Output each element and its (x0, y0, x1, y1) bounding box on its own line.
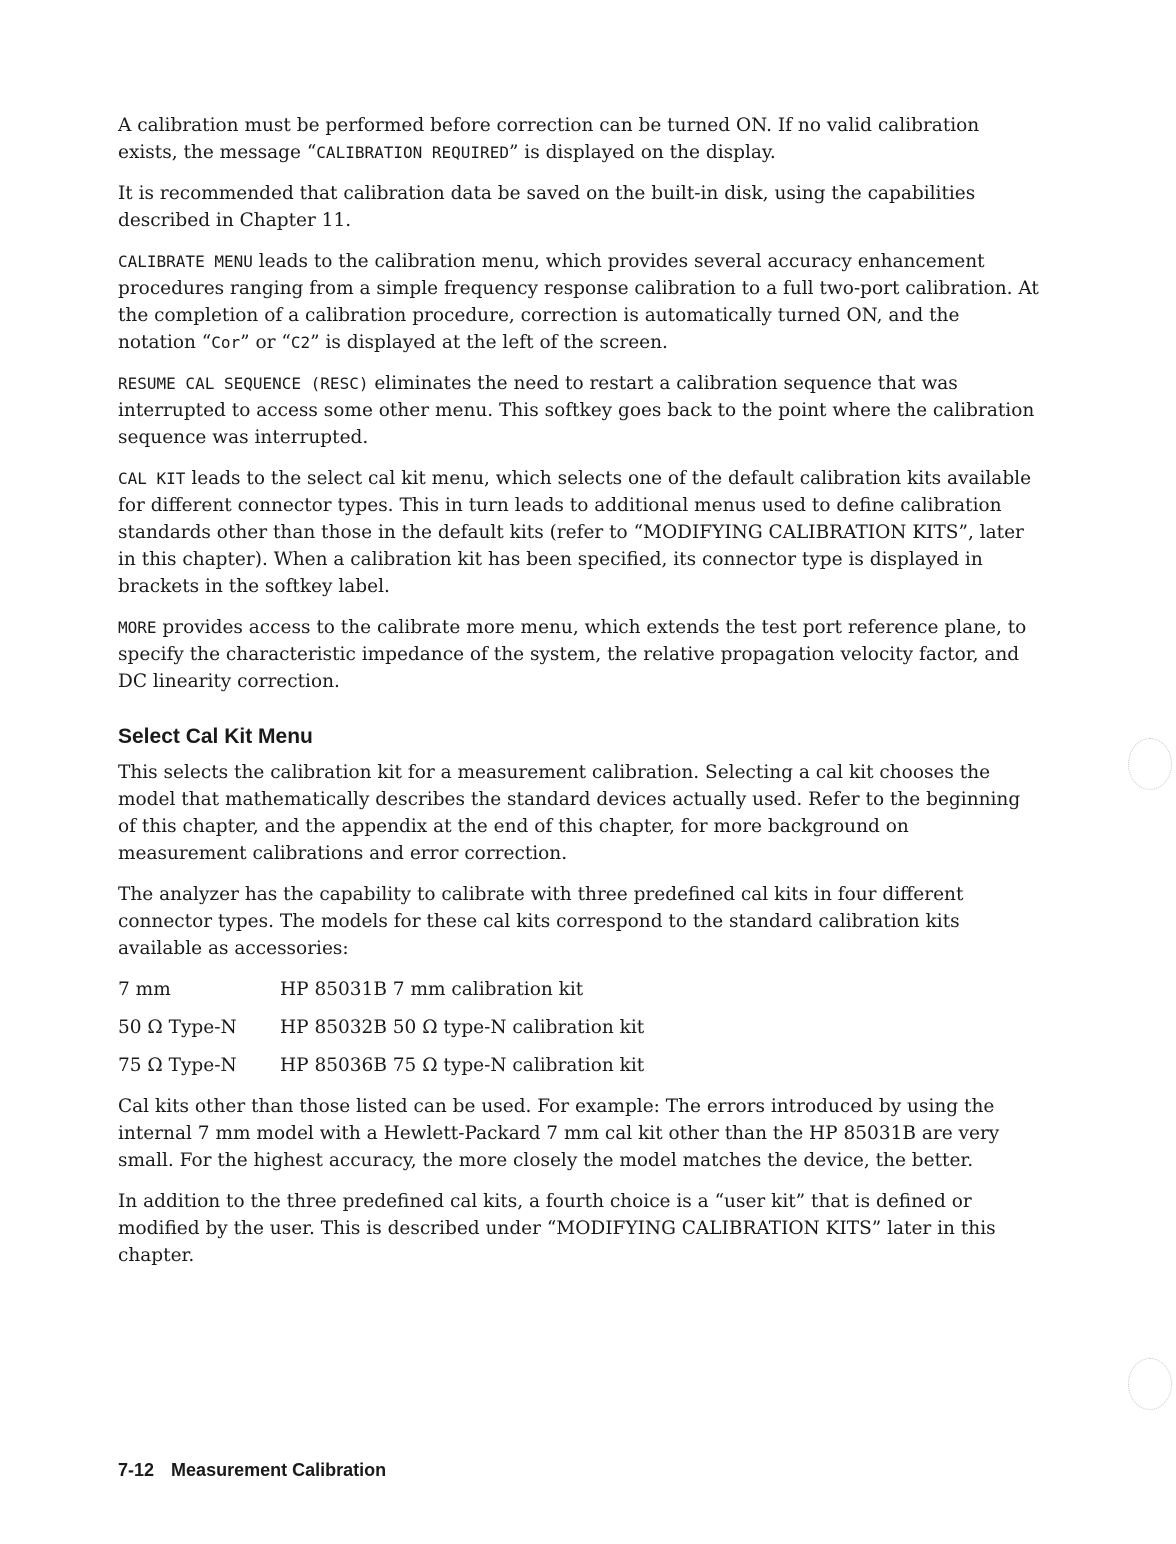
cal-kit-paragraph (118, 465, 1043, 600)
more-text: provides access to the calibrate more menu, which extends the test port reference plane, to specify the characteristic impedance of the system, the relative propagation velocity factor, and DC linearity correction. (118, 617, 1027, 692)
kit-description: HP 85036B 75 Ω type-N calibration kit (280, 1055, 645, 1076)
intro-paragraph-2: It is recommended that calibration data be saved on the built-in disk, using the capabilities described in Chapter 11. (118, 183, 976, 231)
page-number: 7-12 (118, 1460, 155, 1480)
resume-cal-softkey: RESUME CAL SEQUENCE (118, 374, 302, 393)
kit-connector: 7 mm (118, 979, 171, 1000)
cal-kit-row (118, 1014, 1043, 1041)
calibrate-menu-softkey: CALIBRATE MENU (118, 252, 253, 271)
message-code: CALIBRATION REQUIRED (316, 143, 509, 162)
intro-text-a: A calibration must be performed before correction can be turned ON. If no valid calibration exists, the message “ (118, 115, 980, 163)
binder-hole-mark (1128, 1358, 1172, 1410)
cal-kit-row (118, 976, 1043, 1003)
c2-code: C2 (290, 333, 311, 352)
resume-cal-abbr: (RESC) (301, 374, 369, 393)
section-paragraph-4: In addition to the three predefined cal kits, a fourth choice is a “user kit” that is defined or modified by the user. This is described under “MODIFYING CALIBRATION KITS” later in this chapter. (118, 1191, 996, 1266)
calibrate-menu-text: leads to the calibration menu, which provides several accuracy enhancement procedures ranging from a simple frequency response calibration to a full two-port calibration. At the completion of a calibration procedure, correction is automatically turned ON, and the notation “ (118, 251, 1039, 353)
kit-connector: 50 Ω Type-N (118, 1017, 237, 1038)
page-footer (118, 1460, 386, 1481)
calibrate-menu-end: ” is displayed at the left of the screen. (310, 332, 668, 353)
calibrate-menu-mid: ” or “ (240, 332, 291, 353)
more-softkey: MORE (118, 618, 157, 637)
cal-kit-row (118, 1052, 1043, 1079)
section-paragraph-3: Cal kits other than those listed can be used. For example: The errors introduced by using the internal 7 mm model with a Hewlett-Packard 7 mm cal kit other than the HP 85031B are very small. For the highest accuracy, the more closely the model matches the device, the better. (118, 1096, 1000, 1171)
more-paragraph (118, 614, 1043, 695)
chapter-title: Measurement Calibration (171, 1460, 387, 1480)
section-heading: Select Cal Kit Menu (118, 725, 313, 748)
resume-cal-paragraph (118, 370, 1043, 451)
binder-hole-mark (1128, 738, 1172, 790)
section-paragraph-2: The analyzer has the capability to calibrate with three predefined cal kits in four different connector types. The models for these cal kits correspond to the standard calibration kits available as accessories: (118, 884, 964, 959)
page-content (118, 112, 1043, 1283)
kit-description: HP 85032B 50 Ω type-N calibration kit (280, 1017, 645, 1038)
cor-code: Cor (211, 333, 241, 352)
kit-connector: 75 Ω Type-N (118, 1055, 237, 1076)
intro-paragraph-1 (118, 112, 1043, 166)
kit-description: HP 85031B 7 mm calibration kit (280, 979, 584, 1000)
cal-kit-list (118, 976, 1043, 1079)
resume-cal-text: eliminates the need to restart a calibration sequence that was interrupted to access some other menu. This softkey goes back to the point where the calibration sequence was interrupted. (118, 373, 1035, 448)
cal-kit-text: leads to the select cal kit menu, which selects one of the default calibration kits available for different connector types. This in turn leads to additional menus used to define calibration standards other than those in the default kits (refer to “MODIFYING CALIBRATION KITS”, later in this chapter). When a calibration kit has been specified, its connector type is displayed in brackets in the softkey label. (118, 468, 1032, 597)
calibrate-menu-paragraph (118, 248, 1043, 356)
section-paragraph-1: This selects the calibration kit for a measurement calibration. Selecting a cal kit chooses the model that mathematically describes the standard devices actually used. Refer to the beginning of this chapter, and the appendix at the end of this chapter, for more background on measurement calibrations and error correction. (118, 762, 1021, 864)
intro-text-b: ” is displayed on the display. (508, 142, 776, 163)
cal-kit-softkey: CAL KIT (118, 469, 186, 488)
